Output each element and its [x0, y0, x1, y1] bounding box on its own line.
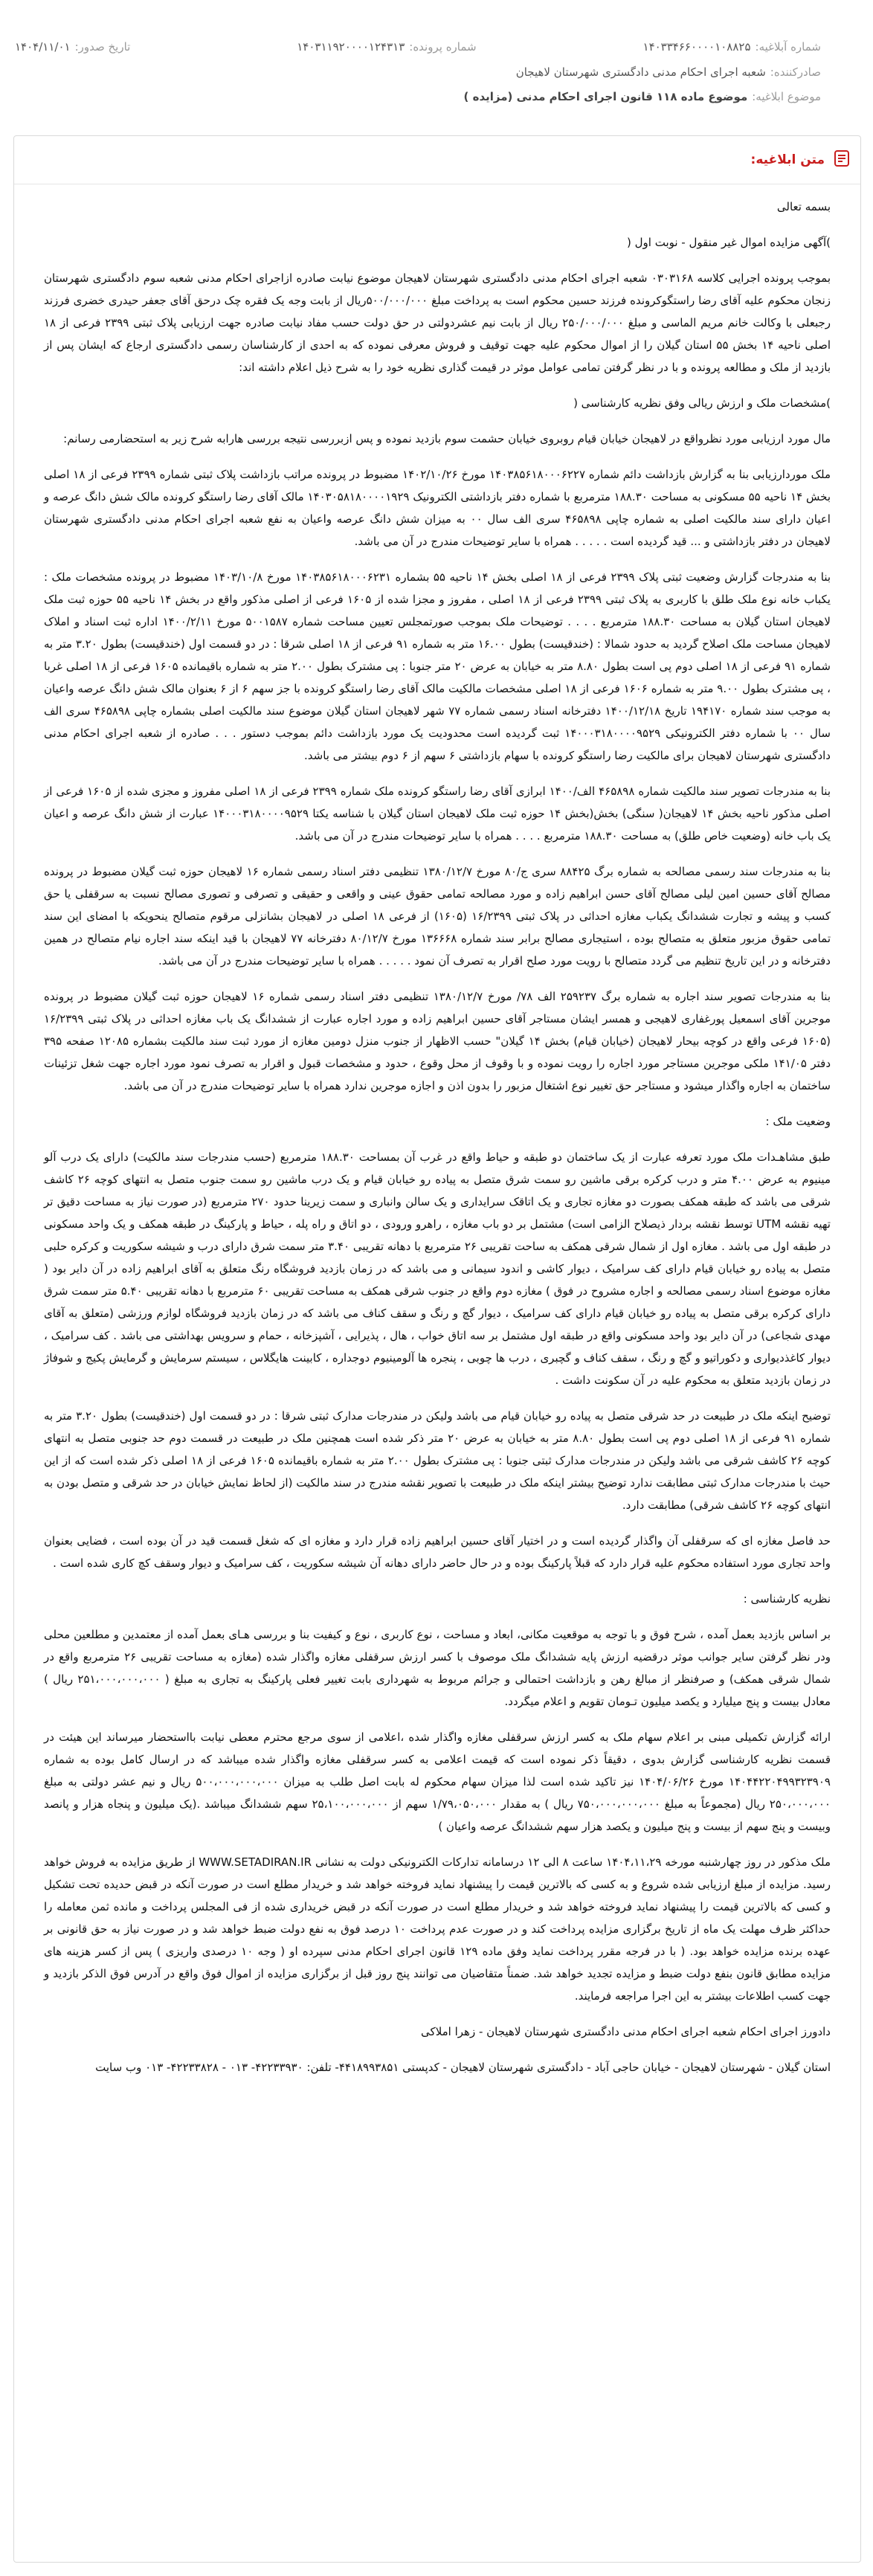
file-number-value: ۱۴۰۳۱۱۹۲۰۰۰۰۱۲۴۳۱۳ — [297, 40, 405, 54]
notice-card-header — [14, 136, 860, 184]
body-paragraph: ارائه گزارش تکمیلی مبنی بر اعلام سهام ملک به کسر ارزش سرقفلی مغازه واگذار شده ،اعلامی از سوی مرجع محترم معطی نیابت بااستحضار میرساند این هیئت در قسمت نظریه کارشناسی گزارش بدوی ، دقیقاً ذکر نموده است که قیمت اعلامی به کسر سرقفلی مغازه واگذار شده میباشد که در ارسال کامل بوده به شماره ۱۴۰۴۴۲۲۰۴۹۹۳۲۳۹۰۹ مورخ ۱۴۰۴/۰۶/۲۶ نیز تاکید شده است لذا میزان سهام محکوم له بابت اصل طلب به میزان ۵۰۰،۰۰۰،۰۰۰،۰۰۰ ریال و نیم عشر دولتی به مبلغ ۲۵۰،۰۰۰،۰۰۰ ریال (مجموعاً به مبلغ ۷۵۰،۰۰۰،۰۰۰،۰۰۰ ریال ) به مقدار ۱/۷۹،۰۵۰،۰۰۰ سهم از ۲۵،۱۰۰،۰۰۰،۰۰۰ سهم ششدانگ میباشد .(یک میلیون و پنجاه هزار و پانصد وبیست و پنج سهم از بیست و پنج میلیون و یکصد هزار سهم ششدانگ عرصه واعیان ) — [44, 1730, 831, 1833]
ad-number-value: ۱۴۰۳۳۴۶۶۰۰۰۰۱۰۸۸۲۵ — [642, 40, 751, 54]
file-number — [297, 40, 476, 54]
body-paragraph: بنا به مندرجات تصویر سند مالکیت شماره ۴۶۵۸۹۸ الف/۱۴۰۰ ابرازی آقای رضا راستگو کرونده ملک شماره ۲۳۹۹ فرعی از ۱۸ اصلی مفروز و مجزی شده از ۱۶۰۵ فرعی از اصلی مذکور ناحیه بخش ۱۴ لاهیجان( سنگی) بخش(بخش ۱۴ حوزه ثبت ملک لاهیجان استان گیلان با شناسه یکتا ۱۴۰۰۰۳۱۸۰۰۰۰۹۵۲۹ عبارت از شش دانگ عرصه و اعیان یک باب خانه (وضعیت خاص طلق) به مساحت ۱۸۸.۳۰ مترمربع . . . . همراه با سایر توضیحات مندرج در آن می باشد. — [44, 785, 831, 843]
notice-meta-row — [15, 40, 821, 54]
document-icon — [834, 149, 850, 167]
body-paragraph: بنا به مندرجات سند رسمی مصالحه به شماره برگ ۸۸۴۲۵ سری ج/۸۰ مورخ ۱۳۸۰/۱۲/۷ تنظیمی دفتر اسناد رسمی شماره ۱۶ لاهیجان حوزه ثبت گیلان مضبوط در پرونده مصالح آقای حسین امین لیلی مصالح آقای حسن ابراهیم زاده و مورد مصالحه تمامی حقوق عینی و واقعی و حقیقی و تصرفی و تصوری مصالح نسبت به سرقفلی یا حق کسب و پیشه و تجارت ششدانگ یکباب مغازه احداثی در پلاک ثبتی ۱۶/۲۳۹۹ (۱۶۰۵) از فرعی ۱۸ اصلی در لاهیجان بشانزلی مرقوم متصالح ینحویکه با امضای این سند تمامی حقوق مزبور متعلق به متصالح بوده ، استیجاری مصالح برابر سند شماره ۱۳۶۶۶۸ مورخ ۸۰/۱۲/۷ دفترخانه ۷۷ لاهیجان با قید اینکه سند اجاره نیام متصالح در همین دفترخانه و در این تاریخ تنظیم می گردد متصالح با رویت مورد صلح اقرار به تصرف آن نمود . . . . . همراه با سایر توضیحات مندرج در آن می باشد. — [44, 865, 831, 967]
body-paragraph: حد فاصل مغازه ای که سرقفلی آن واگذار گردیده است و در اختیار آقای حسین ابراهیم زاده قرار دارد و مغازه ای که شغل قسمت قید در آن بوده است ، فضایی بعنوان واحد تجاری مورد استفاده محکوم علیه قرار دارد که قبلاً پارکینگ بوده و در حال حاضر دارای دهانه آن شیشه سکوریت ، کف سرامیک و دیوار وسقف کچ کاری شده است . — [44, 1534, 831, 1570]
issue-date-label: تاریخ صدور: — [74, 40, 131, 54]
subject-label: موضوع ابلاغیه: — [752, 90, 821, 103]
body-paragraph: )مشخصات ملک و ارزش ریالی وفق نظریه کارشناسی ( — [573, 396, 831, 410]
ad-number-label: شماره آبلاغیه: — [755, 40, 821, 54]
body-paragraph: دادورز اجرای احکام شعبه اجرای احکام مدنی دادگستری شهرستان لاهیجان - زهرا املاکی — [421, 2025, 831, 2038]
body-paragraph: بموجب پرونده اجرایی کلاسه ۰۳۰۳۱۶۸ شعبه اجرای احکام مدنی دادگستری شهرستان لاهیجان موضوع نیابت صادره ازاجرای احکام مدنی شعبه سوم دادگستری شهرستان زنجان محکوم علیه آقای رضا راستگوکرونده فرزند حسین محکوم است به پرداخت مبلغ ۵۰۰/۰۰۰/۰۰۰ریال از بابت وجه یک فقره چک درحق آقای جعفر حیدری خضری فرزند رجبعلی با وکالت خانم مریم الماسی و مبلغ ۲۵۰/۰۰۰/۰۰۰ ریال از بابت نیم عشردولتی در حق دولت حسب مفاد نیابت صادره جهت ارزیابی پلاک ثبتی ۲۳۹۹ فرعی از ۱۸ اصلی ناحیه ۱۴ بخش ۵۵ استان گیلان را از اموال محکوم علیه جهت توقیف و فروش معرفی نموده که به احدی از کارشناسان رسمی دادگستری ارجاع که ایشان پس از بازدید از ملک و مطالعه پرونده و با در نظر گرفتن تمامی عوامل موثر در قیمت گذاری نظریه خود را به شرح ذیل اعلام داشته اند: — [44, 271, 831, 374]
body-paragraph: مال مورد ارزیابی مورد نظرواقع در لاهیجان خیابان قیام روبروی خیابان حشمت سوم بازدید نموده و پس ازبررسی نتیجه بررسی هارابه شرح زیر به استحضارمی رسانم: — [63, 432, 831, 445]
file-number-label: شماره پرونده: — [409, 40, 477, 54]
issuer-row — [15, 65, 821, 79]
body-paragraph: ملک مذکور در روز چهارشنبه مورخه ۱۴۰۴،۱۱،۲۹ ساعت ۸ الی ۱۲ درسامانه تدارکات الکترونیکی دولت به نشانی WWW.SETADIRAN.IR از طریق مزایده به فروش خواهد رسید. مزایده از مبلغ ارزیابی شده شروع و به کسی که بالاترین قیمت را پیشنهاد نماید فروخته خواهد شد و خریدار مطلع است در صورت آنکه در قبض حدیده تحت تشکیل و کسی که بالاترین قیمت را پیشنهاد نماید فروخته خواهد شد و خریدار مطلع است در صورت آنکه در قبض خریداری شده از فی المجلس پرداخت و مانده ثمن معامله را حداکثر ظرف مهلت یک ماه از تاریخ برگزاری مزایده پرداخت کند و در صورت عدم پرداخت ۱۰ درصد فوق به نفع دولت ضبط خواهد شد و در صورت نیاز به حق قانونی بر عهده برنده مزایده خواهد بود. ( با در فرجه مقرر پرداخت نماید وفق ماده ۱۲۹ قانون اجرای احکام مدنی سپرده او ( وجه ۱۰ درصدی واریزی ) پس از کسر هزینه های مزایده مطابق قانون بنفع دولت ضبط و مزایده تجدید خواهد شد. ضمناً متقاضیان می توانند پنج روز قبل از برگزاری مزایده از اموال فوق واقع در آدرس فوق الذکر بازدید و جهت کسب اطلاعات بیشتر به این اجرا مراجعه فرمایند. — [44, 1855, 831, 2003]
issue-date — [15, 40, 130, 54]
notice-body — [44, 196, 831, 2092]
subject-row — [15, 90, 821, 103]
notice-header — [0, 0, 873, 104]
issue-date-value: ۱۴۰۴/۱۱/۰۱ — [15, 40, 71, 54]
body-paragraph: بنا به مندرجات گزارش وضعیت ثبتی پلاک ۲۳۹۹ فرعی از ۱۸ اصلی بخش ۱۴ ناحیه ۵۵ بشماره ۱۴۰۳۸۵۶۱۸۰۰۰۶۲۳۱ مورخ ۱۴۰۳/۱۰/۸ مضبوط در پرونده مشخصات ملک : یکباب خانه نوع ملک طلق با کاربری به پلاک ثبتی ۲۳۹۹ فرعی از ۱۸ اصلی ، مفروز و مجزا شده از ۱۶۰۵ فرعی از اصلی مذکور واقع در بخش ۱۴ ناحیه ۵۵ حوزه ثبت ملک لاهیجان استان گیلان به مساحت ۱۸۸.۳۰ مترمربع . . . . توضیحات ملک بموجب صورتمجلس تعیین مساحت شماره ۵۰۰۱۵۸۷ مورخ ۱۴۰۰/۲/۱۱ اداره ثبت اسناد و املاک لاهیجان مساحت ملک اصلاح گردید به حدود شمالا : (خندقیست) بطول ۱۶.۰۰ متر به شماره ۹۱ فرعی از ۱۸ اصلی شرقا : در دو قسمت اول (خندقیست) بطول ۳.۲۰ متر به شماره ۹۱ فرعی از ۱۸ اصلی دوم پی است بطول ۸.۸۰ متر به خیابان به عرض ۲۰ متر جنوبا : پی مشترک بطول ۲.۰۰ متر به شماره باقیمانده ۱۶۰۵ فرعی از ۱۸ اصلی غربا ، پی مشترک بطول ۹.۰۰ متر به شماره ۱۶۰۶ فرعی از ۱۸ اصلی مشخصات مالکیت مالک آقای رضا راستگو کرونده با جز سهم ۶ از ۶ بعنوان مالک شش دانگ عرصه واعیان به موجب سند شماره ۱۹۴۱۷۰ تاریخ ۱۴۰۰/۱۲/۱۸ دفترخانه اسناد رسمی شماره ۷۷ شهر لاهیجان استان گیلان موضوع سند مالکیت اصلی بشماره چاپی ۴۶۵۸۹۸ سری الف سال ۰۰ با شماره دفتر الکترونیکی ۱۴۰۰۰۳۱۸۰۰۰۰۹۵۲۹ ثبت گردیده است محدودیت یک مورد بازداشت دائم بموجب دستور . . . صادره از شعبه اجرای احکام مدنی دادگستری شهرستان لاهیجان برای مالکیت رضا راستگو کرونده با سهام بازداشتی ۶ سهم از ۶ دوم بیشتر می باشد. — [44, 570, 831, 762]
issuer-value: شعبه اجرای احکام مدنی دادگستری شهرستان لاهیجان — [515, 65, 766, 79]
body-paragraph: نظریه کارشناسی : — [743, 1592, 831, 1606]
ad-number — [643, 40, 821, 54]
body-paragraph: ملک موردارزیابی بنا به گزارش بازداشت دائم شماره ۱۴۰۳۸۵۶۱۸۰۰۰۶۲۲۷ مورخ ۱۴۰۲/۱۰/۲۶ مضبوط در پرونده مراتب بازداشت پلاک ثبتی شماره ۲۳۹۹ فرعی از ۱۸ اصلی بخش ۱۴ ناحیه ۵۵ مسکونی به مساحت ۱۸۸.۳۰ مترمربع با شماره دفتر بازداشتی الکترونیک ۱۴۰۳۰۵۸۱۸۰۰۰۰۱۹۲۹ مالک آقای رضا راستگو کرونده مالک شش دانگ عرصه و اعیان دارای سند مالکیت اصلی به شماره چاپی ۴۶۵۸۹۸ سری الف سال ۰۰ به میزان شش دانگ عرصه واعیان به نفع شعبه اجرای احکام مدنی دادگستری شهرستان لاهیجان در دفتر بازداشتی و ... قید گردیده است . . . . . همراه با سایر توضیحات مندرج در آن می باشد. — [44, 468, 831, 548]
notice-card — [13, 135, 861, 2563]
body-paragraph: بر اساس بازدید بعمل آمده ، شرح فوق و با توجه به موقعیت مکانی، ابعاد و مساحت ، نوع کاربری ، نوع و کیفیت بنا و بررسی هـای بعمل آمده از معتمدین و مطلعین محلی ودر نظر گرفتن سایر جوانب موثر درقضیه ارزش پایه ششدانگ ملک موصوف با کسر ارزش سرقفلی مغازه واگذار شده (مغازه به مساحت تقریبی ۲۶ مترمربع واقع در شمال شرقی همکف) و صرفنظر از مبالغ رهن و بازداشت احتمالی و جرائم مربوط به شهرداری بابت تغییر فعلی پارکینگ به تجاری به مبلغ ( ۲۵۱،۰۰۰،۰۰۰،۰۰۰ ریال ) معادل بیست و پنج میلیارد و یکصد میلیون تـومان تقویم و اعلام میگردد. — [44, 1628, 831, 1708]
notice-card-title: متن ابلاغیه: — [750, 152, 825, 167]
body-paragraph: توضیح اینکه ملک در طبیعت در حد شرقی متصل به پیاده رو خیابان قیام می باشد ولیکن در مندرجات مدارک ثبتی شرقا : در دو قسمت اول (خندقیست) بطول ۳.۲۰ متر به شماره ۹۱ فرعی از ۱۸ اصلی دوم پی است بطول ۸.۸۰ متر به خیابان به عرض ۲۰ متر ذکر شده است همچنین ملک در طبیعت در قسمت دوم حد جنوبی متصل به انتهای کوچه ۲۶ کاشف شرقی می باشد ولیکن در مندرجات مدارک ثبتی جنوبا : پی مشترک بطول ۲.۰۰ متر به شماره باقیمانده ۱۶۰۵ فرعی از ۱۸ اصلی ذکر شده است که از این حیث با مندرجات مدارک ثبتی مطابقت ندارد توضیح بیشتر اینکه ملک در طبیعت با تصویر نقشه مندرج در سند مالکیت (از لحاظ نمایش خیابان در حد شرقی و متصل بودن به انتهای کوچه ۲۶ کاشف شرقی) مطابقت دارد. — [44, 1409, 831, 1512]
body-paragraph: طبق مشاهـدات ملک مورد تعرفه عبارت از یک ساختمان دو طبقه و حیاط واقع در غرب آن بمساحت ۱۸۸.۳۰ مترمربع (حسب مندرجات سند مالکیت) دارای یک درب آلو مینیوم به عرض ۴.۰۰ متر و درب کرکره برقی ماشین رو سمت شرق متصل به پیاده رو خیابان قیام و یک درب ماشین رو سمت جنوب متصل به انتهای کوچه ۲۶ کاشف شرقی می باشد که طبقه همکف بصورت دو مغازه تجاری و یک اتاقک سرایداری و یک سالن وانباری و سمت زیرینا حدود ۲۷۰ مترمربع (در صورت نیاز به مساحت دقیق تر تهیه نقشه UTM توسط نقشه بردار ذیصلاح الزامی است) مشتمل بر دو باب مغازه ، راهرو ورودی ، دو اتاق و راه پله ، حیاط و پارکینگ در طبقه همکف و یک واحد مسکونی در طبقه اول می باشد . مغازه اول از شمال شرقی همکف به ساحت تقریبی ۲۶ مترمربع با دهانه تقریبی ۳.۴۰ متر سمت شرق دارای درب و شیشه سکوریت و کرکره حلبی متصل به پیاده رو خیابان قیام دارای کف سرامیک ، دیوار کاشی و اندود سیمانی و می باشد که در زمان بازدید فروشگاه رنگ متعلق به آقای ابراهیم زاده در آن دایر بود ( مغازه موضوع اسناد رسمی مصالحه و اجاره مشروح در فوق ) مغازه دوم واقع در جنوب شرقی همکف به مساحت تقریبی ۶۰ مترمربع با دهانه تقریبی ۵.۴۰ متر سمت شرق دارای کرکره برقی متصل به پیاده رو خیابان قیام دارای کف سرامیک ، دیوار گچ و رنگ و سقف کناف می باشد که در زمان بازدید فروشگاه لوازم ورزشی (متعلق به آقای مهدی شجاعی) در آن دایر بود واحد مسکونی واقع در طبقه اول مشتمل بر سه اتاق خواب ، هال ، پذیرایی ، آشپزخانه ، حمام و سرویس بهداشتی می باشد . کف سرامیک ، دیوار کاغذدیواری و دکوراتیو و گچ و رنگ ، سقف کناف و گچبری ، درب ها چوبی ، پنجره ها آلومینیوم دوجداره ، کابینت هایگلاس ، سیستم سرمایش و گرمایش پکیج و شوفاژ در زمان بازدید متعلق به محکوم علیه در آن سکونت داشت . — [44, 1150, 831, 1387]
body-paragraph: بنا به مندرجات تصویر سند اجاره به شماره برگ ۲۵۹۲۳۷ الف ۷۸/ مورخ ۱۳۸۰/۱۲/۷ تنظیمی دفتر اسناد رسمی شماره ۱۶ لاهیجان حوزه ثبت گیلان مضبوط در پرونده موجرین آقای اسمعیل پورغفاری لاهیجی و همسر ایشان مستاجر آقای حسین ابراهیم زاده و مورد اجاره عبارت از ششدانگ یک باب مغازه احداثی در پلاک ثبتی ۱۶/۲۳۹۹ (۱۶۰۵ فرعی واقع در کوچه بیحار لاهیجان (خیابان قیام) بخش ۱۴ گیلان" حسب الاظهار از جنوب منزل دومین مغازه از مورد ثبت سند مالکیت بشماره ۱۲۰۸۵ صفحه ۳۹۵ دفتر ۱۴۱/۰۵ ملکی موجرین مستاجر مورد اجاره را رویت نموده و با وقوف از محل وقوع ، حدود و مشخصات قبول و اقرار به تصرف نمود مورد اجاره جهت شغل تزئینات ساختمان به اجاره واگذار میشود و مستاجر حق تغییر نوع اشتغال مزبور را بدون اذن و اجازه موجرین ندارد همراه با سایر توضیحات مندرج در آن می باشد. — [44, 990, 831, 1092]
body-paragraph: استان گیلان - شهرستان لاهیجان - خیابان حاجی آباد - دادگستری شهرستان لاهیجان - کدپستی ۴۴۱۸۹۹۳۸۵۱- تلفن: ۴۲۲۳۳۹۳۰- ۰۱۳ - ۴۲۲۳۳۸۲۸- ۰۱۳ وب سایت — [95, 2061, 831, 2074]
body-paragraph: )آگهی مزایده اموال غیر منقول - نوبت اول ( — [627, 236, 831, 249]
subject-value: موضوع ماده ۱۱۸ قانون اجرای احکام مدنی (مزایده ) — [463, 90, 748, 103]
body-paragraph: وضعیت ملک : — [765, 1115, 831, 1128]
body-paragraph: بسمه تعالی — [776, 200, 831, 213]
issuer-label: صادرکننده: — [770, 65, 821, 79]
